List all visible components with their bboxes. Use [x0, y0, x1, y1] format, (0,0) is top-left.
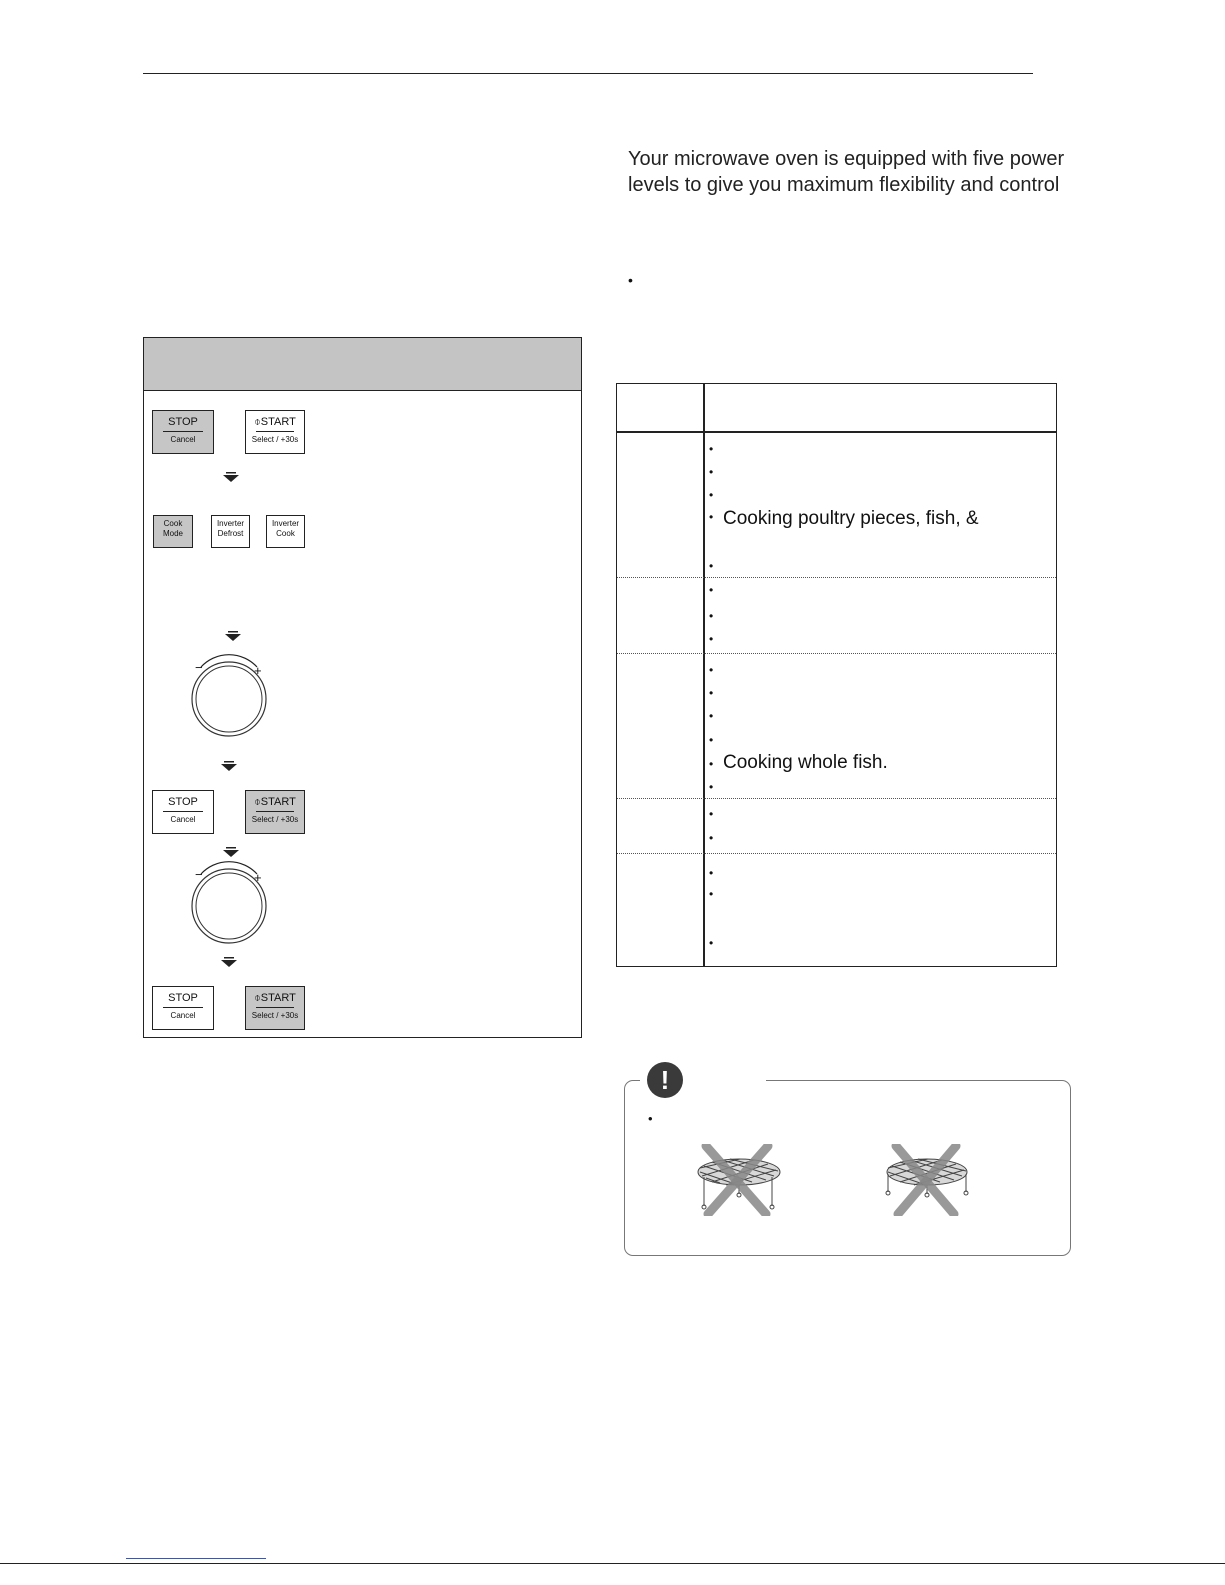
intro-line-2: levels to give you maximum flexibility and control — [628, 174, 1060, 196]
select-label: Select / +30s — [251, 1011, 299, 1020]
instruction-panel-header — [144, 338, 581, 391]
table-row1-item4: Cooking poultry pieces, fish, & — [723, 508, 979, 529]
note-bullet: • — [648, 1111, 653, 1126]
dial-plus: + — [254, 663, 262, 678]
cook-mode-line2: Mode — [162, 529, 183, 538]
start-label: ⌽START — [254, 992, 296, 1004]
table-bullet: • — [709, 442, 714, 456]
table-row-divider — [617, 653, 1056, 654]
start-select-button[interactable] — [245, 986, 305, 1030]
power-level-table — [616, 383, 1057, 967]
table-bullet: • — [709, 709, 714, 723]
table-bullet: • — [709, 936, 714, 950]
table-bullet: • — [709, 757, 714, 771]
step-arrow-icon — [223, 472, 239, 482]
table-row-divider — [617, 853, 1056, 854]
select-label: Select / +30s — [251, 815, 299, 824]
table-bullet: • — [709, 609, 714, 623]
footer-link-underline[interactable] — [126, 1558, 266, 1559]
power-levels-intro — [628, 146, 1068, 198]
key-divider — [163, 811, 203, 812]
table-bullet: • — [709, 583, 714, 597]
stop-label: STOP — [168, 992, 198, 1004]
table-bullet: • — [709, 510, 714, 524]
dial-minus: − — [195, 867, 203, 882]
table-row-divider — [617, 798, 1056, 799]
table-header-rule — [617, 431, 1056, 433]
stop-label: STOP — [168, 796, 198, 808]
dial-plus: + — [254, 870, 262, 885]
intro-bullet: • — [628, 272, 633, 288]
inverter-cook-line1: Inverter — [271, 519, 300, 528]
table-bullet: • — [709, 663, 714, 677]
intro-line-1: Your microwave oven is equipped with five power — [628, 148, 1065, 170]
table-bullet: • — [709, 887, 714, 901]
stop-cancel-button[interactable] — [152, 986, 214, 1030]
table-bullet: • — [709, 807, 714, 821]
table-bullet: • — [709, 831, 714, 845]
table-row-divider — [617, 577, 1056, 578]
crossed-out-rack-icon — [882, 1144, 972, 1216]
start-label: ⌽START — [254, 416, 296, 428]
select-label: Select / +30s — [251, 435, 299, 444]
start-select-button[interactable] — [245, 790, 305, 834]
cancel-label: Cancel — [170, 815, 196, 824]
cook-mode-line1: Cook — [163, 519, 183, 528]
note-exclamation-icon — [647, 1062, 683, 1098]
cancel-label: Cancel — [170, 435, 196, 444]
table-bullet: • — [709, 686, 714, 700]
table-row3-item5: Cooking whole fish. — [723, 752, 888, 773]
step-arrow-icon — [221, 761, 237, 771]
note-icon-glyph: ! — [660, 1065, 670, 1095]
table-bullet: • — [709, 488, 714, 502]
start-select-button[interactable] — [245, 410, 305, 454]
key-divider — [163, 1007, 203, 1008]
cancel-label: Cancel — [170, 1011, 196, 1020]
inverter-defrost-line1: Inverter — [216, 519, 245, 528]
stop-label: STOP — [168, 416, 198, 428]
instruction-panel — [143, 337, 582, 1038]
crossed-out-rack-icon — [692, 1144, 786, 1216]
header-rule — [143, 73, 1033, 74]
key-divider — [256, 811, 294, 812]
start-label: ⌽START — [254, 796, 296, 808]
table-column-divider — [703, 384, 705, 966]
key-divider — [163, 431, 203, 432]
table-bullet: • — [709, 866, 714, 880]
table-bullet: • — [709, 780, 714, 794]
table-bullet: • — [709, 632, 714, 646]
key-divider — [256, 1007, 294, 1008]
step-arrow-icon — [223, 847, 239, 857]
cook-mode-button[interactable] — [153, 515, 193, 548]
table-bullet: • — [709, 559, 714, 573]
step-arrow-icon — [221, 957, 237, 967]
table-bullet: • — [709, 733, 714, 747]
key-divider — [256, 431, 294, 432]
inverter-cook-line2: Cook — [276, 529, 295, 538]
stop-cancel-button[interactable] — [152, 790, 214, 834]
step-arrow-icon — [225, 631, 241, 641]
inverter-defrost-button[interactable] — [211, 515, 250, 548]
table-bullet: • — [709, 465, 714, 479]
dial-minus: − — [195, 660, 203, 675]
inverter-defrost-line2: Defrost — [217, 529, 244, 538]
footer-rule — [0, 1563, 1225, 1564]
inverter-cook-button[interactable] — [266, 515, 305, 548]
stop-cancel-button[interactable] — [152, 410, 214, 454]
